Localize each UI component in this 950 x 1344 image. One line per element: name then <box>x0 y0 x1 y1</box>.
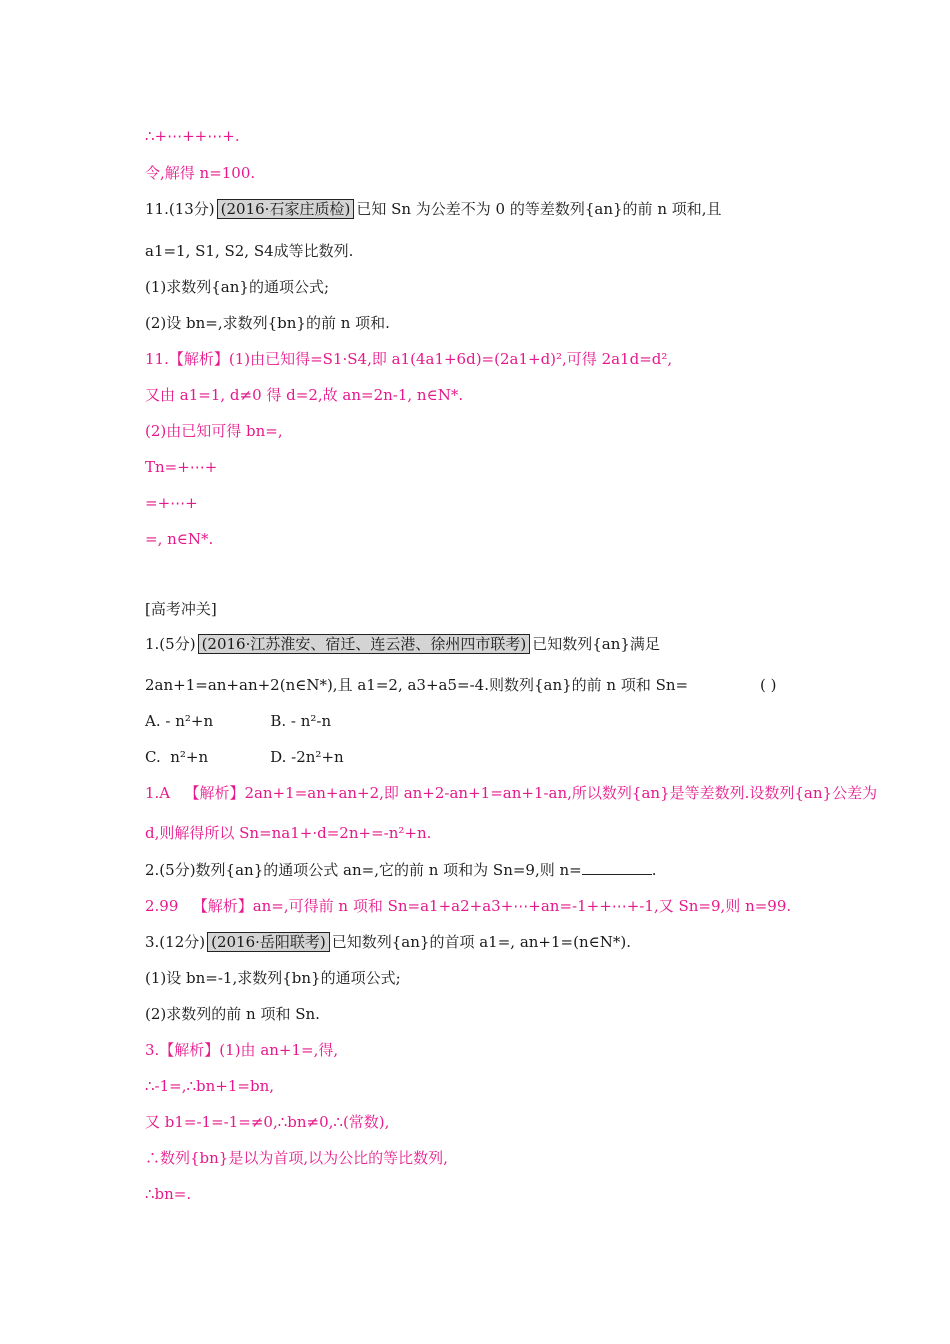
solution-line: 3.【解析】(1)由 an+1=,得, <box>145 1041 339 1059</box>
source-tag: (2016·岳阳联考) <box>207 932 330 952</box>
problem-number: 1.(5分) <box>145 635 196 653</box>
choice-line: A. - n²+n B. - n²-n <box>145 712 332 730</box>
problem-number: 11.(13分) <box>145 200 215 218</box>
problem-text: 已知数列{an}的首项 a1=, an+1=(n∈N*). <box>331 933 631 951</box>
problem-line: a1=1, S1, S2, S4成等比数列. <box>145 242 354 260</box>
solution-line: d,则解得所以 Sn=na1+·d=2n+=-n²+n. <box>145 824 432 842</box>
solution-line: =+⋯+ <box>145 494 198 512</box>
solution-line: 2.99 【解析】an=,可得前 n 项和 Sn=a1+a2+a3+⋯+an=-1++⋯+-1,又 Sn=9,则 n=99. <box>145 897 792 915</box>
problem-line: (1)求数列{an}的通项公式; <box>145 278 329 296</box>
solution-line: ∴+⋯++⋯+. <box>145 127 240 145</box>
section-heading: [高考冲关] <box>145 600 217 618</box>
solution-line: ∴-1=,∴bn+1=bn, <box>145 1077 275 1095</box>
solution-line: 11.【解析】(1)由已知得=S1·S4,即 a1(4a1+6d)=(2a1+d)²,可得 2a1d=d², <box>145 350 673 368</box>
solution-line: ∴数列{bn}是以为首项,以为公比的等比数列, <box>145 1149 448 1167</box>
source-tag: (2016·石家庄质检) <box>217 199 355 219</box>
solution-line: 1.A 【解析】2an+1=an+an+2,即 an+2-an+1=an+1-an,所以数列{an}是等差数列.设数列{an}公差为 <box>145 784 878 802</box>
solution-line: (2)由已知可得 bn=, <box>145 422 283 440</box>
choice-line: C. n²+n D. -2n²+n <box>145 748 344 766</box>
solution-line: 又 b1=-1=-1=≠0,∴bn≠0,∴(常数), <box>145 1113 390 1131</box>
problem-text: 2.(5分)数列{an}的通项公式 an=,它的前 n 项和为 Sn=9,则 n= <box>145 861 582 879</box>
problem-11-stem <box>145 199 722 219</box>
answer-parentheses: ( ) <box>760 676 777 694</box>
source-tag: (2016·江苏淮安、宿迁、连云港、徐州四市联考) <box>198 634 531 654</box>
problem-text: 已知数列{an}满足 <box>532 635 660 653</box>
solution-line: =, n∈N*. <box>145 530 214 548</box>
period: . <box>651 861 657 879</box>
solution-line: 令,解得 n=100. <box>145 164 256 182</box>
problem-line: (1)设 bn=-1,求数列{bn}的通项公式; <box>145 969 401 987</box>
solution-line: ∴bn=. <box>145 1185 192 1203</box>
problem-line: (2)设 bn=,求数列{bn}的前 n 项和. <box>145 314 390 332</box>
problem-line: (2)求数列的前 n 项和 Sn. <box>145 1005 320 1023</box>
solution-line: 又由 a1=1, d≠0 得 d=2,故 an=2n-1, n∈N*. <box>145 386 464 404</box>
problem-number: 3.(12分) <box>145 933 206 951</box>
problem-3-stem <box>145 932 631 952</box>
solution-line: Tn=+⋯+ <box>145 458 218 476</box>
problem-2-stem <box>145 860 657 880</box>
answer-blank <box>582 860 652 875</box>
problem-line: 2an+1=an+an+2(n∈N*),且 a1=2, a3+a5=-4.则数列{an}的前 n 项和 Sn= <box>145 676 689 694</box>
problem-1-stem <box>145 634 660 654</box>
problem-text: 已知 Sn 为公差不为 0 的等差数列{an}的前 n 项和,且 <box>356 200 722 218</box>
